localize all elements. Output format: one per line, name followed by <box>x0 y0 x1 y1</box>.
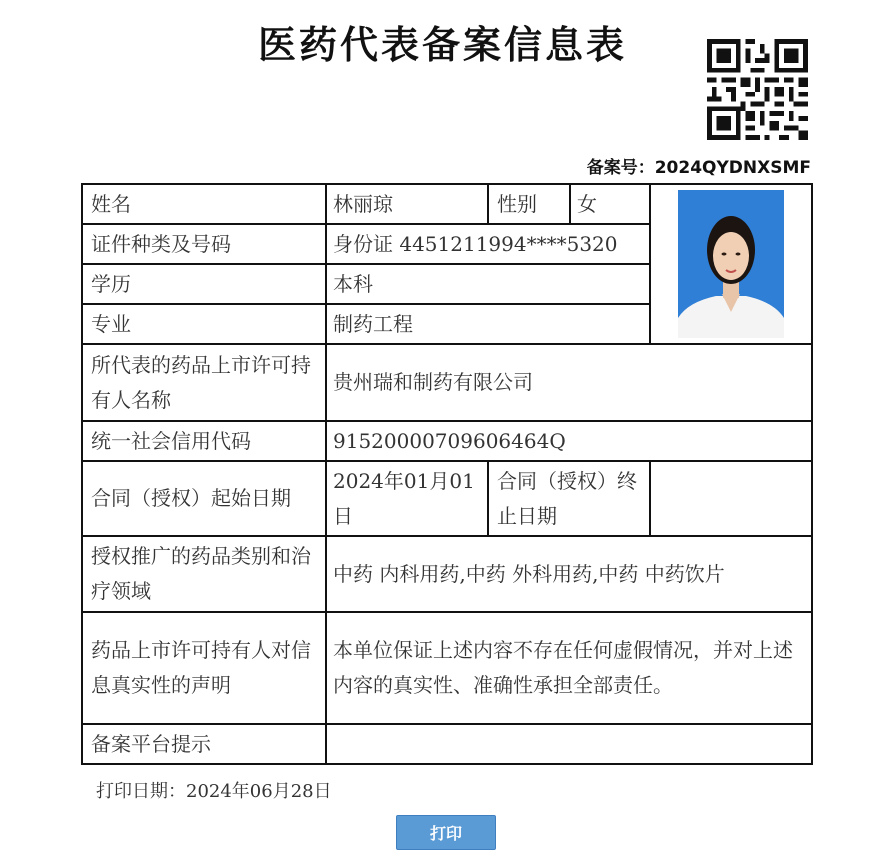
page-title: 医药代表备案信息表 <box>257 23 627 67</box>
contract-start-value: 2024年01月01日 <box>326 461 488 536</box>
contract-end-value <box>650 461 812 536</box>
credit-code-label: 统一社会信用代码 <box>82 421 326 461</box>
major-label: 专业 <box>82 304 326 344</box>
gender-label: 性别 <box>488 184 570 224</box>
name-value: 林丽琼 <box>326 184 488 224</box>
major-value: 制药工程 <box>326 304 650 344</box>
contract-end-label: 合同（授权）终止日期 <box>488 461 650 536</box>
name-label: 姓名 <box>82 184 326 224</box>
id-photo <box>678 190 784 338</box>
qr-code-icon <box>706 39 809 140</box>
holder-label: 所代表的药品上市许可持有人名称 <box>82 344 326 421</box>
platform-notice-label: 备案平台提示 <box>82 724 326 764</box>
print-date: 打印日期：2024年06月28日 <box>96 781 332 802</box>
gender-value: 女 <box>570 184 650 224</box>
photo-cell <box>650 184 812 344</box>
holder-value: 贵州瑞和制药有限公司 <box>326 344 812 421</box>
credit-code-value: 91520000709606464Q <box>326 421 812 461</box>
scope-value: 中药 内科用药,中药 外科用药,中药 中药饮片 <box>326 536 812 612</box>
print-button[interactable]: 打印 <box>396 815 496 850</box>
education-label: 学历 <box>82 264 326 304</box>
platform-notice-value <box>326 724 812 764</box>
statement-value: 本单位保证上述内容不存在任何虚假情况，并对上述内容的真实性、准确性承担全部责任。 <box>326 612 812 724</box>
statement-label: 药品上市许可持有人对信息真实性的声明 <box>82 612 326 724</box>
id-value: 身份证 4451211994****5320 <box>326 224 650 264</box>
id-label: 证件种类及号码 <box>82 224 326 264</box>
scope-label: 授权推广的药品类别和治疗领域 <box>82 536 326 612</box>
record-number: 备案号：2024QYDNXSMF <box>586 158 811 178</box>
education-value: 本科 <box>326 264 650 304</box>
info-table <box>81 183 813 765</box>
contract-start-label: 合同（授权）起始日期 <box>82 461 326 536</box>
